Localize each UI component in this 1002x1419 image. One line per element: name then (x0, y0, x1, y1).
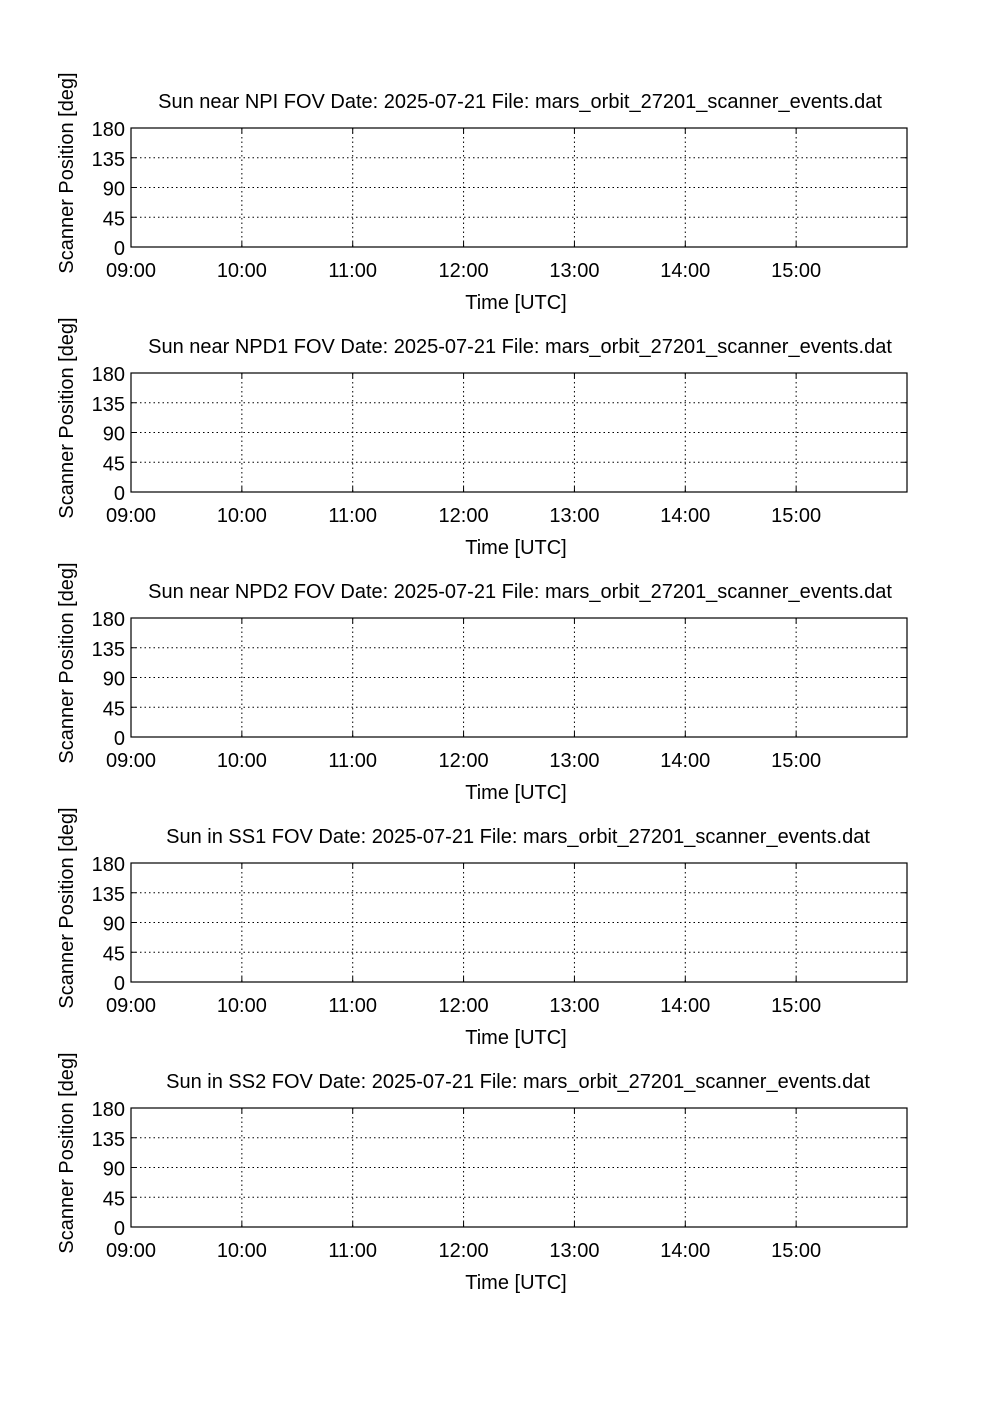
y-axis-label: Scanner Position [deg] (56, 807, 78, 1009)
x-tick-label: 12:00 (438, 995, 489, 1017)
x-tick-label: 10:00 (216, 505, 267, 527)
x-tick-label: 13:00 (549, 260, 600, 282)
y-axis-label: Scanner Position [deg] (56, 1052, 78, 1254)
x-tick-label: 12:00 (438, 260, 489, 282)
x-tick-label: 09:00 (105, 995, 157, 1017)
x-tick-label: 09:00 (105, 505, 157, 527)
y-tick-label: 135 (91, 1128, 125, 1151)
y-tick-label: 0 (113, 238, 125, 260)
chart-panel-1 (56, 72, 907, 314)
x-tick-label: 09:00 (105, 1240, 157, 1262)
x-tick-label: 15:00 (771, 995, 822, 1017)
chart-title: Sun near NPD1 FOV Date: 2025-07-21 File: mars_orbit_27201_scanner_events.dat (148, 336, 892, 358)
chart-title: Sun in SS1 FOV Date: 2025-07-21 File: mars_orbit_27201_scanner_events.dat (166, 826, 870, 848)
y-tick-label: 90 (102, 178, 125, 201)
y-tick-label: 180 (91, 609, 125, 631)
x-tick-label: 12:00 (438, 1240, 489, 1262)
y-axis-label: Scanner Position [deg] (56, 317, 78, 519)
y-axis-label: Scanner Position [deg] (56, 562, 78, 764)
x-tick-label: 15:00 (771, 505, 822, 527)
x-tick-label: 12:00 (438, 505, 489, 527)
x-tick-label: 11:00 (328, 505, 378, 527)
x-tick-label: 09:00 (105, 750, 157, 772)
x-tick-label: 13:00 (549, 995, 600, 1017)
x-tick-label: 13:00 (549, 1240, 600, 1262)
chart-title: Sun in SS2 FOV Date: 2025-07-21 File: mars_orbit_27201_scanner_events.dat (166, 1071, 870, 1093)
y-tick-label: 0 (113, 483, 125, 505)
x-axis-label: Time [UTC] (465, 782, 567, 804)
x-tick-label: 10:00 (216, 995, 267, 1017)
y-tick-label: 90 (102, 1158, 125, 1181)
x-tick-label: 14:00 (660, 260, 711, 282)
chart-title: Sun near NPD2 FOV Date: 2025-07-21 File: mars_orbit_27201_scanner_events.dat (148, 581, 892, 603)
x-tick-label: 11:00 (328, 260, 378, 282)
chart-panel-2 (56, 317, 907, 559)
x-tick-label: 10:00 (216, 1240, 267, 1262)
x-tick-label: 13:00 (549, 750, 600, 772)
x-tick-label: 09:00 (105, 260, 157, 282)
chart-panel-5 (56, 1052, 907, 1294)
x-tick-label: 12:00 (438, 750, 489, 772)
y-tick-label: 90 (102, 668, 125, 691)
chart-panel-3 (56, 562, 907, 804)
chart-title: Sun near NPI FOV Date: 2025-07-21 File: mars_orbit_27201_scanner_events.dat (158, 91, 882, 113)
x-axis-label: Time [UTC] (465, 537, 567, 559)
x-tick-label: 11:00 (328, 995, 378, 1017)
y-tick-label: 180 (91, 364, 125, 386)
x-axis-label: Time [UTC] (465, 292, 567, 314)
y-tick-label: 180 (91, 1099, 125, 1121)
x-tick-label: 14:00 (660, 750, 711, 772)
x-axis-label: Time [UTC] (465, 1027, 567, 1049)
x-tick-label: 14:00 (660, 995, 711, 1017)
y-tick-label: 135 (91, 393, 125, 416)
x-axis-label: Time [UTC] (465, 1272, 567, 1294)
x-tick-label: 10:00 (216, 260, 267, 282)
y-tick-label: 45 (102, 453, 125, 476)
chart-panel-4 (56, 807, 907, 1049)
x-tick-label: 15:00 (771, 1240, 822, 1262)
x-tick-label: 11:00 (328, 750, 378, 772)
y-tick-label: 135 (91, 638, 125, 661)
y-tick-label: 180 (91, 119, 125, 141)
y-tick-label: 0 (113, 973, 125, 995)
x-tick-label: 14:00 (660, 1240, 711, 1262)
x-tick-label: 10:00 (216, 750, 267, 772)
y-tick-label: 45 (102, 208, 125, 231)
y-tick-label: 135 (91, 148, 125, 171)
y-tick-label: 0 (113, 1218, 125, 1240)
y-tick-label: 90 (102, 423, 125, 446)
y-axis-label: Scanner Position [deg] (56, 72, 78, 274)
y-tick-label: 45 (102, 1188, 125, 1211)
x-tick-label: 15:00 (771, 260, 822, 282)
x-tick-label: 14:00 (660, 505, 711, 527)
y-tick-label: 90 (102, 913, 125, 936)
x-tick-label: 15:00 (771, 750, 822, 772)
y-tick-label: 45 (102, 943, 125, 966)
y-tick-label: 0 (113, 728, 125, 750)
y-tick-label: 180 (91, 854, 125, 876)
x-tick-label: 13:00 (549, 505, 600, 527)
y-tick-label: 45 (102, 698, 125, 721)
x-tick-label: 11:00 (328, 1240, 378, 1262)
y-tick-label: 135 (91, 883, 125, 906)
